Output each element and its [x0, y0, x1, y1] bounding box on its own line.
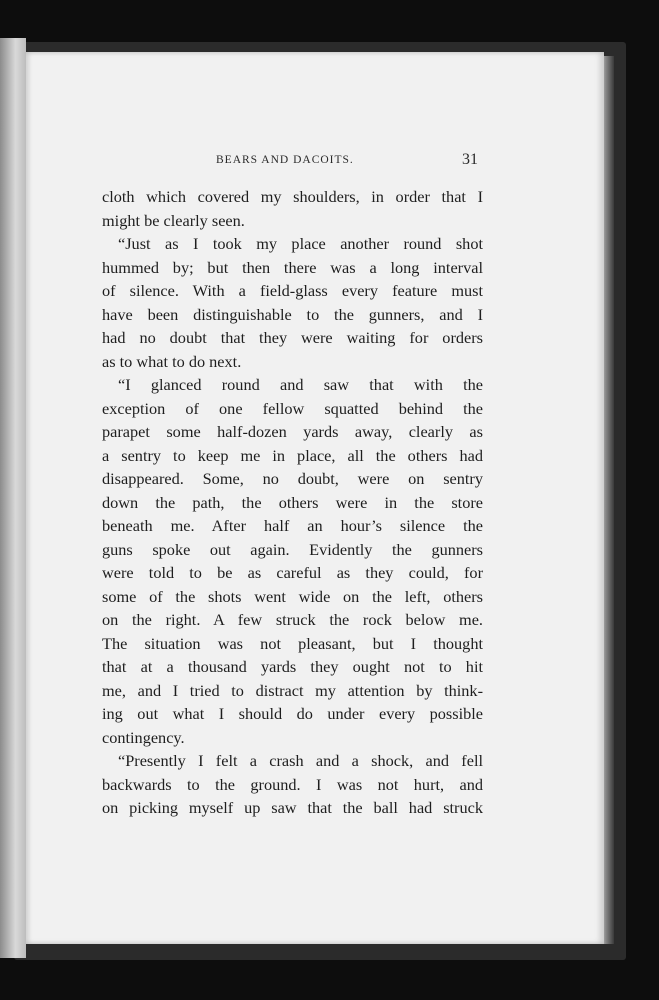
- text-line: The situation was not pleasant, but I thought: [102, 633, 483, 653]
- text-line: parapet some half-dozen yards away, clearly as: [102, 422, 483, 441]
- text-line: disappeared. Some, no doubt, were on sentry: [102, 469, 483, 488]
- text-line: hummed by; but then there was a long interval: [102, 257, 483, 277]
- text-line: might be clearly seen.: [102, 210, 245, 230]
- text-line: backwards to the ground. I was not hurt, and: [102, 774, 483, 794]
- text-line: “I glanced round and saw that with the: [118, 375, 483, 394]
- text-line: cloth which covered my shoulders, in order that I: [102, 187, 483, 206]
- text-line: of silence. With a field-glass every feature must: [102, 281, 483, 300]
- text-line: that at a thousand yards they ought not to hit: [102, 657, 483, 676]
- text-line: exception of one fellow squatted behind the: [102, 398, 483, 418]
- page-header: [26, 151, 604, 174]
- text-line: me, and I tried to distract my attention by think-: [102, 680, 483, 700]
- running-title: BEARS AND DACOITS.: [216, 154, 354, 166]
- facing-page-edge: [0, 38, 26, 958]
- text-line: contingency.: [102, 727, 185, 747]
- text-line: on picking myself up saw that the ball had struck: [102, 798, 483, 817]
- text-line: guns spoke out again. Evidently the gunners: [102, 539, 483, 559]
- text-line: have been distinguishable to the gunners, and I: [102, 304, 483, 324]
- text-line: as to what to do next.: [102, 351, 242, 371]
- text-line: ing out what I should do under every possible: [102, 704, 483, 723]
- text-line: “Just as I took my place another round shot: [118, 234, 483, 253]
- text-line: down the path, the others were in the store: [102, 492, 483, 512]
- text-line: on the right. A few struck the rock below me.: [102, 610, 483, 629]
- page-number: 31: [462, 151, 478, 168]
- body-text: [102, 185, 483, 820]
- text-line: a sentry to keep me in place, all the others had: [102, 445, 483, 465]
- text-line: had no doubt that they were waiting for orders: [102, 328, 483, 347]
- text-line: some of the shots went wide on the left, others: [102, 586, 483, 606]
- text-line: were told to be as careful as they could, for: [102, 563, 483, 582]
- book-page: [26, 52, 604, 944]
- text-line: beneath me. After half an hour’s silence the: [102, 516, 483, 535]
- text-line: “Presently I felt a crash and a shock, and fell: [118, 751, 483, 770]
